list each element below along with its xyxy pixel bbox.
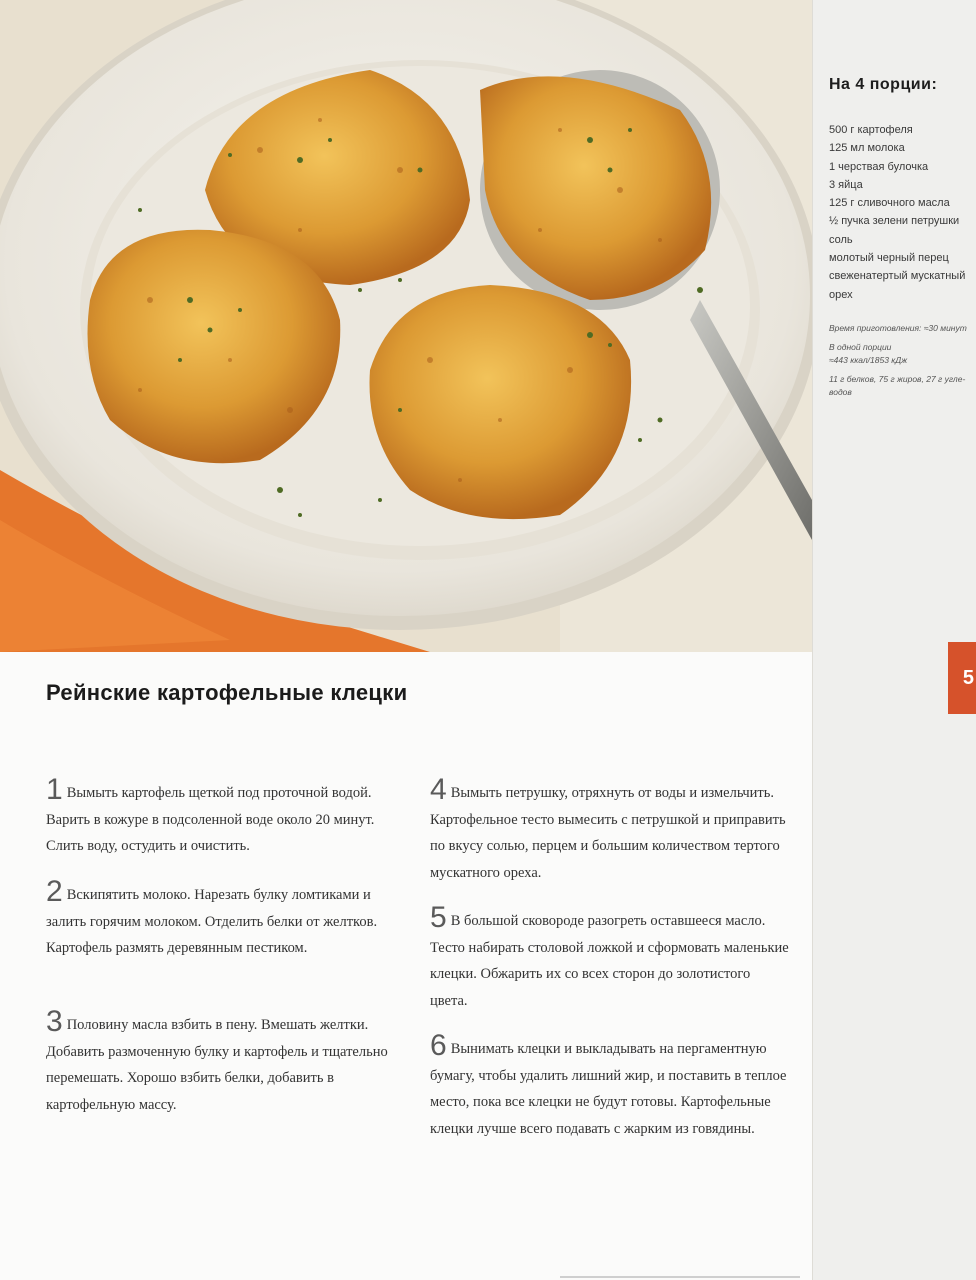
recipe-step-5	[430, 901, 790, 1014]
recipe-step-3	[46, 1005, 406, 1118]
ingredient-item: орех	[829, 288, 853, 301]
per-portion-label: В одной порции	[829, 341, 892, 352]
ingredient-item: 500 г картофеля	[829, 124, 913, 136]
recipe-content	[0, 652, 812, 1280]
recipe-step-6	[430, 1029, 790, 1142]
step-text: В большой сковороде разогреть оставшееся масло. Тесто набирать столовой ложкой и сформовать маленькие клецки. Обжарить их со всех сторон до золотистого цвета.	[430, 913, 789, 1009]
step-text: Вынимать клецки и выкладывать на пергаментную бумагу, чтобы удалить лишний жир, и поставить в теплое место, пока все клецки не будут готовы. Картофельные клецки лучше всего подавать с жарким из говядины.	[430, 1041, 787, 1137]
macros-value: 11 г белков, 75 г жиров, 27 г угле-	[829, 373, 966, 384]
recipe-step-2	[46, 875, 406, 962]
ingredient-item: 1 черствая булочка	[829, 160, 929, 173]
ingredients-sidebar	[812, 0, 976, 1280]
ingredient-item: 125 мл молока	[829, 142, 905, 155]
step-number: 6	[430, 1029, 447, 1062]
step-number: 3	[46, 1005, 63, 1038]
step-number: 2	[46, 875, 63, 908]
step-text: Половину масла взбить в пену. Вмешать желтки. Добавить размоченную булку и картофель и тщательно перемешать. Хорошо взбить белки, добавить в картофельную массу.	[46, 1017, 388, 1113]
ingredient-item: молотый черный перец	[829, 252, 949, 265]
step-number: 5	[430, 901, 447, 934]
ingredient-item: 125 г сливочного масла	[829, 197, 950, 210]
step-text: Вымыть картофель щеткой под проточной водой. Варить в кожуре в подсоленной воде около 20 минут. Слить воду, остудить и очистить.	[46, 785, 375, 854]
servings-title: На 4 порции:	[829, 76, 938, 93]
dish-photo	[0, 0, 812, 652]
step-number: 4	[430, 773, 447, 806]
ingredient-item: свеженатертый мускатный	[829, 270, 966, 283]
ingredient-item: соль	[829, 233, 853, 246]
dumplings-on-plate-photo	[0, 0, 812, 652]
energy-value: ≈443 ккал/1853 кДж	[829, 355, 908, 365]
ingredient-item: ½ пучка зелени петрушки	[829, 215, 960, 228]
recipe-step-1	[46, 773, 406, 860]
step-number: 1	[46, 773, 63, 806]
step-text: Вскипятить молоко. Нарезать булку ломтиками и залить горячим молоком. Отделить белки от желтков. Картофель размять деревянным пестиком.	[46, 887, 378, 956]
ingredient-item: 3 яйца	[829, 178, 863, 191]
step-text: Вымыть петрушку, отряхнуть от воды и измельчить. Картофельное тесто вымесить с петрушкой и приправить по вкусу солью, перцем и большим количеством тертого мускатного ореха.	[430, 785, 786, 881]
recipe-title: Рейнские картофельные клецки	[46, 680, 408, 705]
recipe-step-4	[430, 773, 790, 886]
nutrition-info	[829, 322, 976, 400]
cooking-time: Время приготовления: ≈30 минут	[829, 323, 967, 333]
macros-value-cont: водов	[829, 387, 852, 397]
page-number-tab: 5	[948, 642, 976, 714]
footer-divider	[560, 1276, 800, 1278]
ingredient-list	[829, 121, 976, 304]
